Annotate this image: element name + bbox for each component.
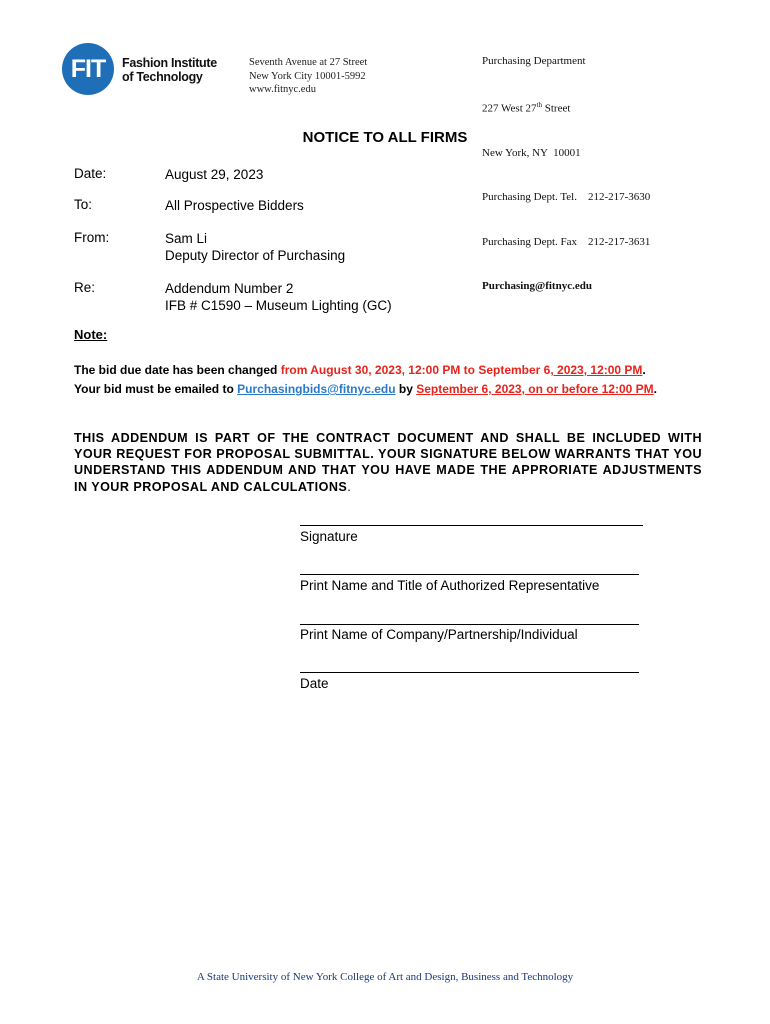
page-title: NOTICE TO ALL FIRMS	[302, 129, 468, 146]
print-name-label: Print Name and Title of Authorized Representative	[300, 578, 600, 593]
company-name-label: Print Name of Company/Partnership/Individual	[300, 627, 578, 642]
date-line[interactable]	[300, 672, 639, 673]
signature-date-label: Date	[300, 676, 329, 691]
logo-text: FIT	[70, 54, 106, 83]
to-label: To:	[74, 197, 93, 212]
re-value: Addendum Number 2 IFB # C1590 – Museum Lighting (GC)	[165, 281, 392, 313]
purchasing-email: Purchasing@fitnyc.edu	[482, 280, 592, 293]
date-label: Date:	[74, 166, 107, 181]
footer-tagline: A State University of New York College of Art and Design, Business and Technology	[196, 971, 574, 983]
to-value: All Prospective Bidders	[165, 198, 304, 213]
purchasing-dept-contact: Purchasing Department 227 West 27th Street New York, NY 10001 Purchasing Dept. Tel. 212-217-3630 Purchasing Dept. Fax 212-217-3631 Purchasing@fitnyc.edu	[482, 54, 651, 293]
institute-name: Fashion Institute of Technology	[122, 56, 217, 84]
institute-address: Seventh Avenue at 27 Street New York City 10001-5992 www.fitnyc.edu	[249, 57, 368, 95]
date-value: August 29, 2023	[165, 167, 264, 182]
print-name-line[interactable]	[300, 574, 639, 575]
company-name-line[interactable]	[300, 624, 639, 625]
signature-label: Signature	[300, 529, 358, 544]
note-heading: Note:	[74, 327, 108, 342]
purchasing-bids-email-link[interactable]: Purchasingbids@fitnyc.edu	[237, 382, 396, 396]
fit-logo	[62, 43, 114, 95]
bid-date-notice: The bid due date has been changed from August 30, 2023, 12:00 PM to September 6, 2023, 12:00 PM. Your bid must be emailed to Purchasingbids@fitnyc.edu by September 6, 2023, on or before 12:00 PM.	[74, 363, 657, 396]
signature-line[interactable]	[300, 525, 643, 526]
from-label: From:	[74, 230, 110, 245]
addendum-statement: THIS ADDENDUM IS PART OF THE CONTRACT DOCUMENT AND SHALL BE INCLUDED WITH YOUR REQUEST FOR PROPOSAL SUBMITTAL. YOUR SIGNATURE BELOW WARRANTS THAT YOU UNDERSTAND THIS ADDENDUM AND THAT YOU HAVE MADE THE APPRORIATE ADJUSTMENTS IN YOUR PROPOSAL AND CALCULATIONS.	[74, 431, 702, 494]
re-label: Re:	[74, 280, 96, 295]
from-value: Sam Li Deputy Director of Purchasing	[165, 231, 346, 263]
